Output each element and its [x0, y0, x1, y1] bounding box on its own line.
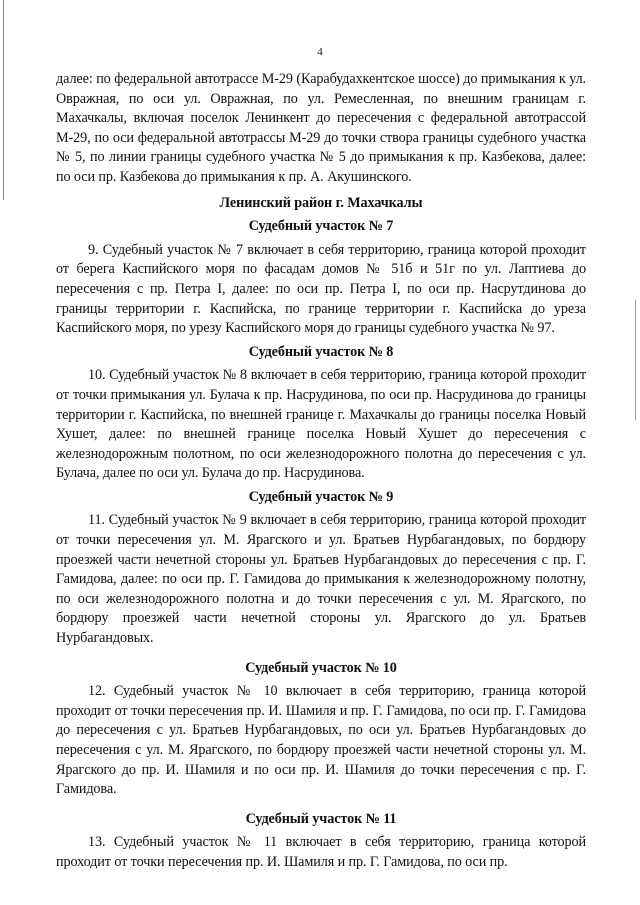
- section-heading: Судебный участок № 9: [248, 488, 394, 505]
- section-heading: Судебный участок № 8: [248, 343, 394, 360]
- intro-paragraph: далее: по федеральной автотрассе М-29 (Карабудахкентское шоссе) до примыкания к ул. Овражная, по оси ул. Овражная, по ул. Ремесленная, по внешним границам г. Махачкалы, включая поселок Ленинкент до пересечения с федеральной автотрассой М-29, по оси федеральной автотрассы М-29 до точки створа границы судебного участка № 5, по линии границы судебного участка № 5 до примыкания к пр. Казбекова, далее: по оси пр. Казбекова до примыкания к пр. А. Акушинского.: [56, 71, 586, 185]
- section-paragraph: 9. Судебный участок № 7 включает в себя территорию, граница которой проходит от берега Каспийского моря по фасадам домов № 51б и 51г по ул. Лаптиева до пересечения с пр. Петра I, далее: по оси пр. Петра I, по оси пр. Насрутдинова до границы территории г. Каспийска, по границе территории г. Каспийска до уреза Каспийского моря, по урезу Каспийского моря до границы судебного участка № 97.: [56, 241, 586, 337]
- section-paragraph: 13. Судебный участок № 11 включает в себя территорию, граница которой проходит от точки пересечения пр. И. Шамиля и пр. Г. Гамидова, по оси пр.: [56, 834, 586, 870]
- section-heading: Судебный участок № 10: [245, 659, 397, 676]
- document-body: [56, 70, 586, 873]
- district-heading: Ленинский район г. Махачкалы: [219, 194, 423, 211]
- section-paragraph: 10. Судебный участок № 8 включает в себя территорию, граница которой проходит от точки примыкания ул. Булача к пр. Насрудинова, по оси пр. Насрудинова до границы территории г. Каспийска, по внешней границе г. Махачкалы до границы поселка Новый Хушет, далее: по внешней границе поселка Новый Хушет до пересечения с железнодорожным полотном, по оси железнодорожного полотна до пересечения с ул. Булача, далее по оси ул. Булача до пр. Насрудинова.: [56, 367, 586, 482]
- page-number: 4: [317, 46, 323, 58]
- scan-edge-mark: [3, 0, 4, 200]
- scan-edge-mark: [635, 300, 636, 420]
- section-paragraph: 12. Судебный участок № 10 включает в себя территорию, граница которой проходит от точки пересечения пр. И. Шамиля и пр. Г. Гамидова, по оси пр. Г. Гамидова до пересечения с ул. Братьев Нурбагандовых, по оси ул. Братьев Нурбагандовых до пересечения с ул. М. Ярагского, по бордюру проезжей части нечетной стороны ул. М. Ярагского до пр. И. Шамиля и по оси пр. И. Шамиля до точки пересечения с пр. Г. Гамидова.: [56, 683, 586, 798]
- section-heading: Судебный участок № 7: [248, 218, 394, 235]
- section-heading: Судебный участок № 11: [245, 810, 397, 827]
- section-paragraph: 11. Судебный участок № 9 включает в себя территорию, граница которой проходит от точки пересечения ул. М. Ярагского и ул. Братьев Нурбагандовых, по бордюру проезжей части нечетной стороны ул. Братьев Нурбагандовых до пересечения с пр. Г. Гамидова, далее: по оси пр. Г. Гамидова до примыкания к железнодорожному полотну, по оси железнодорожного полотна и до точки пересечения с ул. М. Ярагского, по бордюру проезжей части нечетной стороны ул. Ярагского до ул. Братьев Нурбагандовых.: [56, 512, 586, 647]
